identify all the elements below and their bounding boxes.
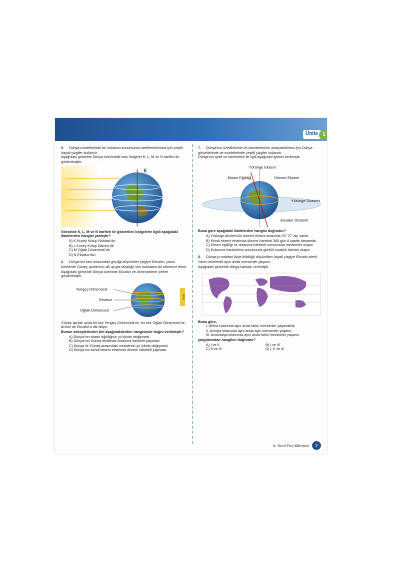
header-banner (55, 118, 327, 141)
options-row-2 (206, 347, 325, 352)
globe-illustration (61, 166, 188, 227)
label-yengec: Yengeç Dönencesi (75, 287, 108, 292)
page-footer (273, 441, 321, 450)
option-d[interactable]: D) N Ekvator'dur. (69, 252, 97, 257)
label-yorunge-ekseni: Yörünge Ekseni (248, 165, 276, 170)
side-tag: Konu (180, 288, 185, 306)
option-c[interactable]: C) Eksen eğikliği ve dolanma hareketi sonucunda mevsimler oluşur. (206, 243, 314, 248)
question-intro: Dünya'nın tam ortasından geçtiği düşünülen çizgiye Ekvator; yarım kürelerde Güneş ışınlarının dik açıyla düştüğü son noktalara ise dönence denir. (61, 260, 187, 269)
left-column (61, 146, 188, 356)
label-eksen-egikligi: Eksen Eğikliği (227, 175, 252, 180)
question-instruction: Aşağıdaki görselde Dünya üzerinde Ekvator ve dönencelerin yerleri gösterilmiştir. (61, 269, 169, 279)
question-instruction: Dünya'nın şekil ve hareketleri ile ilgili aşağıdaki görsel verilmiştir. (198, 155, 301, 160)
question-instruction: Aşağıdaki görselde dünya haritası verilmiştir. (198, 264, 270, 269)
page-number: 7 (312, 441, 321, 450)
option-a[interactable]: A) Dünya'nın eksen eğikliğinin yıl içinde değişmesi (69, 334, 150, 339)
tropics-globe-illustration (61, 281, 188, 319)
option-b[interactable]: B) Dünya'nın Güneş etrafında dolanma hareketi yapması (69, 339, 160, 344)
unit-number: 1 (319, 130, 327, 140)
label-ekvator: Ekvator (99, 297, 112, 302)
option-c[interactable]: C) M Oğlak Dönencesi'dir. (69, 248, 111, 253)
question-prompt: yargılarından hangileri doğrudur? (198, 338, 256, 343)
worksheet-page (55, 118, 327, 454)
option-a[interactable]: A) K Kuzey Kutup Noktası'dır. (69, 238, 117, 243)
statement-2: II. Avrupa kıtasında aynı anda aynı mevsimler yaşanır. (206, 328, 293, 333)
question-instruction: Aşağıdaki görselde Dünya üzerindeki bazı bölgeler K, L, M ve N harfleri ile gösterilmiştir. (61, 155, 180, 164)
question-lead: Buna göre, (198, 319, 217, 324)
label-k: K (143, 168, 148, 175)
question-number: 6. (61, 260, 64, 265)
option-b[interactable]: B) Kendi ekseni etrafında dönme hareketi 365 gün 6 saatte tamamlar. (206, 238, 317, 243)
label-donme-ekseni: Dönme Ekseni (274, 175, 299, 180)
label-yorunge-duzlemi: Yörünge Düzlemi (291, 198, 321, 203)
option-b[interactable]: B) L Kuzey Kutup Dairesi'dir. (69, 243, 115, 248)
footer-text: 6. Sınıf Fen Bilimleri (273, 443, 309, 448)
option-d[interactable]: D) Dolanma hareketinin sonucunda günlük sıcaklık farkları oluşur. (206, 247, 311, 252)
question-number: 7. (198, 146, 201, 150)
option-d[interactable]: D) Dünya'nın kendi ekseni etrafında dönme hareketi yapması (69, 348, 167, 353)
question-intro: Dünya'nın özelliklerinin ve hareketlerinin anlaşılabilmesi için Dünya görsellerinde ve modellerinde çeşitli çizgiler kullanılır. (198, 146, 313, 155)
right-column (198, 146, 325, 355)
option-c[interactable]: C) II ve III (206, 347, 222, 352)
label-oglak: Oğlak Dönencesi (80, 308, 109, 313)
question-number: 5. (61, 146, 64, 150)
question-body: Güneş ışınları yılda bir kez Yengeç Dönencesi'ne, bir kez Oğlak Dönencesi'ne, iki kez de Ekvator'a dik düşer. (61, 320, 186, 330)
question-8 (198, 255, 325, 352)
option-d[interactable]: D) I, II ve III (265, 347, 285, 352)
question-7 (198, 146, 325, 252)
option-c[interactable]: C) Dünya ile Güneş arasındaki mesafenin yıl içinde değişmesi (69, 343, 168, 348)
statement-3: III. Avustralya kıtasında aynı anda farklı mevsimler yaşanır. (206, 333, 300, 338)
column-divider (192, 144, 193, 444)
world-map-illustration (198, 271, 325, 318)
option-a[interactable]: A) Yörünge düzlemi ile dönme ekseni arasında 23° 27' açı vardır. (206, 233, 310, 238)
option-a[interactable]: A) I ve II (206, 342, 220, 347)
question-6 (61, 260, 188, 353)
question-number: 8. (198, 255, 201, 260)
unit-label: Ünite (303, 130, 322, 139)
question-intro: Dünya modellerinde bir noktanın konumunun belirlenebilmesi için çeşitli hayali çizgiler kullanılır. (61, 146, 183, 155)
question-prompt: Bunun sebeplerinden biri aşağıdakilerden hangisinde doğru verilmiştir? (61, 329, 185, 334)
earth-axis-illustration (198, 162, 325, 228)
question-prompt: Görselde K, L, M ve N harfleri ile gösterilen bölgelerle ilgili aşağıdaki ifadelerden hangisi yanlıştır? (61, 229, 178, 239)
question-prompt: Buna göre aşağıdaki ifadelerden hangisi doğrudur? (198, 229, 287, 234)
option-b[interactable]: B) I ve III (265, 342, 280, 347)
question-intro: Dünya'yı ortadan ikiye böldüğü düşünülen hayali çizgiye Ekvator denir. Yarım kürelerde aynı anda mevsimler yaşanır. (198, 255, 319, 264)
question-5 (61, 146, 188, 257)
statement-1: I. Afrika kıtasında aynı anda farklı mevsimler yaşanabilir. (206, 324, 296, 329)
label-ekvator-duzlemi: Ekvator Düzlemi (280, 218, 309, 223)
